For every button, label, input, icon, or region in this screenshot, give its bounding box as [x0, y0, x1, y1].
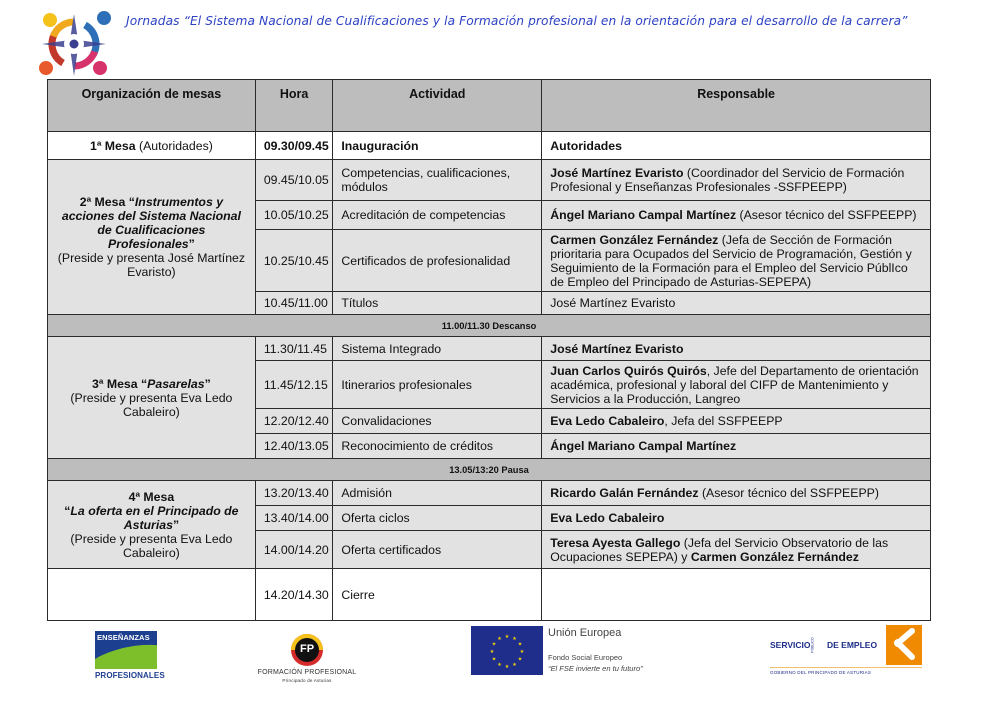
- responsible-cell: José Martínez Evaristo: [542, 292, 931, 315]
- event-title: Jornadas “El Sistema Nacional de Cualificaciones y la Formación profesional en la orientación para el desarrollo de la carrera”: [126, 14, 908, 28]
- activity-cell: Admisión: [333, 481, 542, 506]
- time-cell: 14.00/14.20: [255, 531, 333, 569]
- responsible-cell: Juan Carlos Quirós Quirós, Jefe del Departamento de orientación académica, profesional y laboral del CIFP de Mantenimiento y Servicios a la Producción, Langreo: [542, 361, 931, 409]
- break-row-descanso: [48, 315, 931, 337]
- eu-star-icon: ★: [491, 641, 497, 648]
- time-cell: 09.30/09.45: [255, 132, 333, 160]
- eu-title: Unión Europea: [548, 627, 622, 639]
- activity-cell: Certificados de profesionalidad: [333, 230, 542, 292]
- time-cell: 11.30/11.45: [255, 337, 333, 361]
- empleo-right-label: DE EMPLEO: [827, 640, 878, 650]
- time-cell: 10.25/10.45: [255, 230, 333, 292]
- responsible-cell: Autoridades: [542, 132, 931, 160]
- activity-cell: Convalidaciones: [333, 409, 542, 434]
- break-label: 11.00/11.30 Descanso: [48, 315, 931, 337]
- fp-subtitle: Principado de Asturias: [282, 678, 332, 683]
- time-cell: 12.20/12.40: [255, 409, 333, 434]
- eu-star-icon: ★: [512, 661, 517, 668]
- activity-cell: Acreditación de competencias: [333, 201, 542, 230]
- time-cell: 09.45/10.05: [255, 160, 333, 201]
- column-header-responsable: Responsable: [542, 80, 931, 132]
- mesa4-label: 4ª Mesa “La oferta en el Principado de Asturias” (Preside y presenta Eva Ledo Cabaleiro): [48, 481, 256, 569]
- eu-flag-icon: [471, 626, 543, 675]
- eu-star-icon: ★: [517, 656, 523, 663]
- time-cell: 10.05/10.25: [255, 201, 333, 230]
- table-row-cierre: [48, 569, 931, 621]
- empleo-vertical-label: PÚBLICO: [810, 637, 815, 653]
- compass-people-logo-icon: [34, 6, 116, 78]
- responsible-cell: José Martínez Evaristo: [542, 337, 931, 361]
- activity-cell: Reconocimiento de créditos: [333, 434, 542, 459]
- column-header-organizacion: Organización de mesas: [48, 80, 256, 132]
- eu-slogan: “El FSE invierte en tu futuro”: [548, 664, 643, 673]
- profesionales-label: PROFESIONALES: [95, 671, 165, 680]
- table-row: [48, 481, 931, 506]
- column-header-hora: Hora: [255, 80, 333, 132]
- eu-star-icon: ★: [504, 634, 510, 640]
- empleo-left-label: SERVICIO: [770, 640, 811, 650]
- activity-cell: Competencias, cualificaciones, módulos: [333, 160, 542, 201]
- ensenanzas-label: ENSEÑANZAS: [97, 633, 150, 642]
- table-header-row: [48, 80, 931, 132]
- empty-cell: [542, 569, 931, 621]
- empleo-orange-icon: [886, 625, 922, 665]
- servicio-empleo-logo: [770, 625, 922, 677]
- eu-star-icon: ★: [517, 641, 523, 648]
- eu-star-icon: ★: [504, 664, 510, 670]
- responsible-cell: José Martínez Evaristo (Coordinador del Servicio de Formación Profesional y Enseñanzas Profesionales -SSFPEEPP): [542, 160, 931, 201]
- eu-star-icon: ★: [489, 649, 495, 655]
- table-row: [48, 160, 931, 201]
- eu-star-icon: ★: [497, 636, 502, 643]
- time-cell: 12.40/13.05: [255, 434, 333, 459]
- break-row-pausa: [48, 459, 931, 481]
- responsible-cell: Teresa Ayesta Gallego (Jefa del Servicio Observatorio de las Ocupaciones SEPEPA) y Carmen González Fernández: [542, 531, 931, 569]
- empty-cell: [48, 569, 256, 621]
- activity-cell: Sistema Integrado: [333, 337, 542, 361]
- eu-star-icon: ★: [512, 636, 517, 643]
- mesa1-label: 1ª Mesa (Autoridades): [48, 132, 256, 160]
- time-cell: 13.40/14.00: [255, 506, 333, 531]
- eu-star-icon: ★: [491, 656, 497, 663]
- responsible-cell: Ricardo Galán Fernández (Asesor técnico del SSFPEEPP): [542, 481, 931, 506]
- table-row: [48, 337, 931, 361]
- activity-cell: Títulos: [333, 292, 542, 315]
- responsible-cell: Carmen González Fernández (Jefa de Sección de Formación prioritaria para Ocupados del Servicio de Programación, Gestión y Seguimiento de la Formación para el Empleo del Servicio PúblIco de Empleo del Principado de Asturias-SEPEPA): [542, 230, 931, 292]
- activity-cell: Itinerarios profesionales: [333, 361, 542, 409]
- activity-cell: Oferta ciclos: [333, 506, 542, 531]
- time-cell: 13.20/13.40: [255, 481, 333, 506]
- time-cell: 11.45/12.15: [255, 361, 333, 409]
- table-row-mesa1: [48, 132, 931, 160]
- column-header-actividad: Actividad: [333, 80, 542, 132]
- responsible-cell: Eva Ledo Cabaleiro, Jefa del SSFPEEPP: [542, 409, 931, 434]
- mesa2-label: 2ª Mesa “Instrumentos y acciones del Sistema Nacional de Cualificaciones Profesionales” (Preside y presenta José Martínez Evaristo): [48, 160, 256, 315]
- fp-badge-label: FP: [299, 643, 315, 655]
- formacion-profesional-logo: [255, 633, 359, 685]
- activity-cell: Oferta certificados: [333, 531, 542, 569]
- time-cell: 10.45/11.00: [255, 292, 333, 315]
- activity-cell: Inauguración: [333, 132, 542, 160]
- eu-star-icon: ★: [519, 649, 525, 655]
- activity-cell: Cierre: [333, 569, 542, 621]
- break-label: 13.05/13:20 Pausa: [48, 459, 931, 481]
- fp-title: FORMACIÓN PROFESIONAL: [257, 669, 357, 676]
- mesa4-presenter: (Preside y presenta Eva Ledo Cabaleiro): [70, 531, 233, 560]
- responsible-cell: Ángel Mariano Campal Martínez: [542, 434, 931, 459]
- responsible-cell: Ángel Mariano Campal Martínez (Asesor técnico del SSFPEEPP): [542, 201, 931, 230]
- mesa3-label: 3ª Mesa “Pasarelas” (Preside y presenta Eva Ledo Cabaleiro): [48, 337, 256, 459]
- responsible-cell: Eva Ledo Cabaleiro: [542, 506, 931, 531]
- eu-fund: Fondo Social Europeo: [548, 653, 623, 662]
- empleo-gov-label: GOBIERNO DEL PRINCIPADO DE ASTURIAS: [770, 670, 872, 675]
- agenda-table: [47, 79, 931, 621]
- eu-logo: [471, 626, 681, 678]
- ensenanzas-profesionales-logo: [95, 631, 165, 683]
- eu-star-icon: ★: [497, 661, 502, 668]
- mesa2-presenter: (Preside y presenta José Martínez Evaristo): [57, 251, 246, 279]
- time-cell: 14.20/14.30: [255, 569, 333, 621]
- mesa3-presenter: (Preside y presenta Eva Ledo Cabaleiro): [70, 390, 233, 419]
